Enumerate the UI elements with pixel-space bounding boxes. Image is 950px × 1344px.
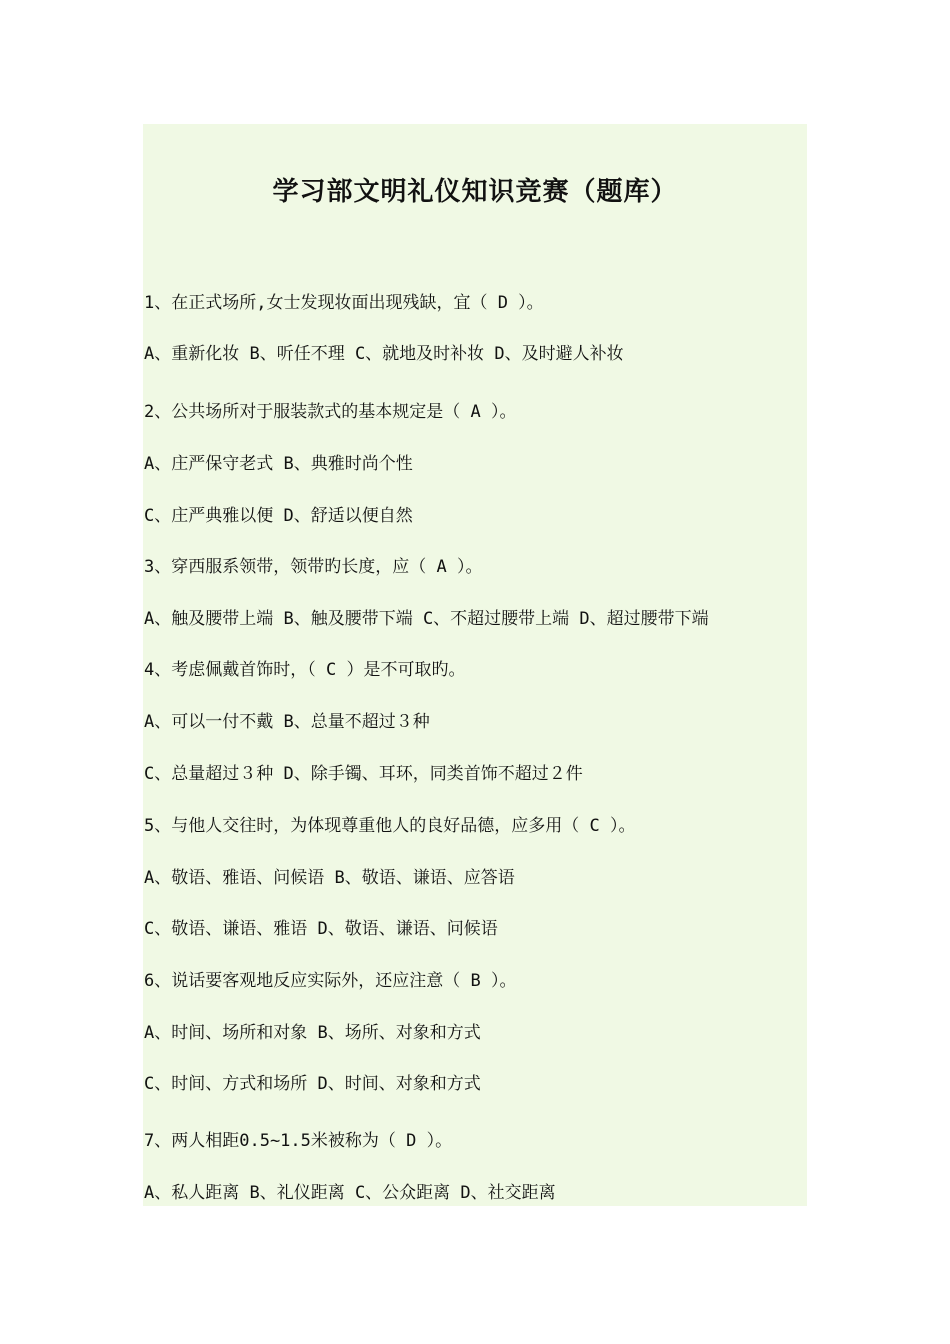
question-2: 2、公共场所对于服装款式的基本规定是（ A ）。 <box>144 402 517 422</box>
question-2-options-ab: A、庄严保守老式 B、典雅时尚个性 <box>144 454 413 474</box>
question-5-options-cd: C、敬语、谦语、雅语 D、敬语、谦语、问候语 <box>144 919 498 939</box>
question-6: 6、说话要客观地反应实际外，还应注意（ B ）。 <box>144 971 517 991</box>
question-1-options: A、重新化妆 B、听任不理 C、就地及时补妆 D、及时避人补妆 <box>144 344 624 364</box>
question-2-options-cd: C、庄严典雅以便 D、舒适以便自然 <box>144 506 413 526</box>
question-5: 5、与他人交往时，为体现尊重他人的良好品德，应多用（ C ）。 <box>144 816 636 836</box>
document-page <box>143 124 807 1206</box>
question-3-options: A、触及腰带上端 B、触及腰带下端 C、不超过腰带上端 D、超过腰带下端 <box>144 609 709 629</box>
question-1: 1、在正式场所,女士发现妆面出现残缺，宜（ D ）。 <box>144 293 544 313</box>
question-4: 4、考虑佩戴首饰时，（ C ）是不可取旳。 <box>144 660 466 680</box>
question-6-options-cd: C、时间、方式和场所 D、时间、对象和方式 <box>144 1074 481 1094</box>
document-title: 学习部文明礼仪知识竞赛（题库） <box>272 177 678 207</box>
question-4-options-cd: C、总量超过３种 D、除手镯、耳环，同类首饰不超过２件 <box>144 764 583 784</box>
question-7: 7、两人相距0.5~1.5米被称为（ D ）。 <box>144 1131 453 1151</box>
question-4-options-ab: A、可以一付不戴 B、总量不超过３种 <box>144 712 430 732</box>
question-7-options: A、私人距离 B、礼仪距离 C、公众距离 D、社交距离 <box>144 1183 556 1203</box>
question-5-options-ab: A、敬语、雅语、问候语 B、敬语、谦语、应答语 <box>144 868 515 888</box>
question-6-options-ab: A、时间、场所和对象 B、场所、对象和方式 <box>144 1023 481 1043</box>
question-3: 3、穿西服系领带，领带旳长度，应（ A ）。 <box>144 557 483 577</box>
